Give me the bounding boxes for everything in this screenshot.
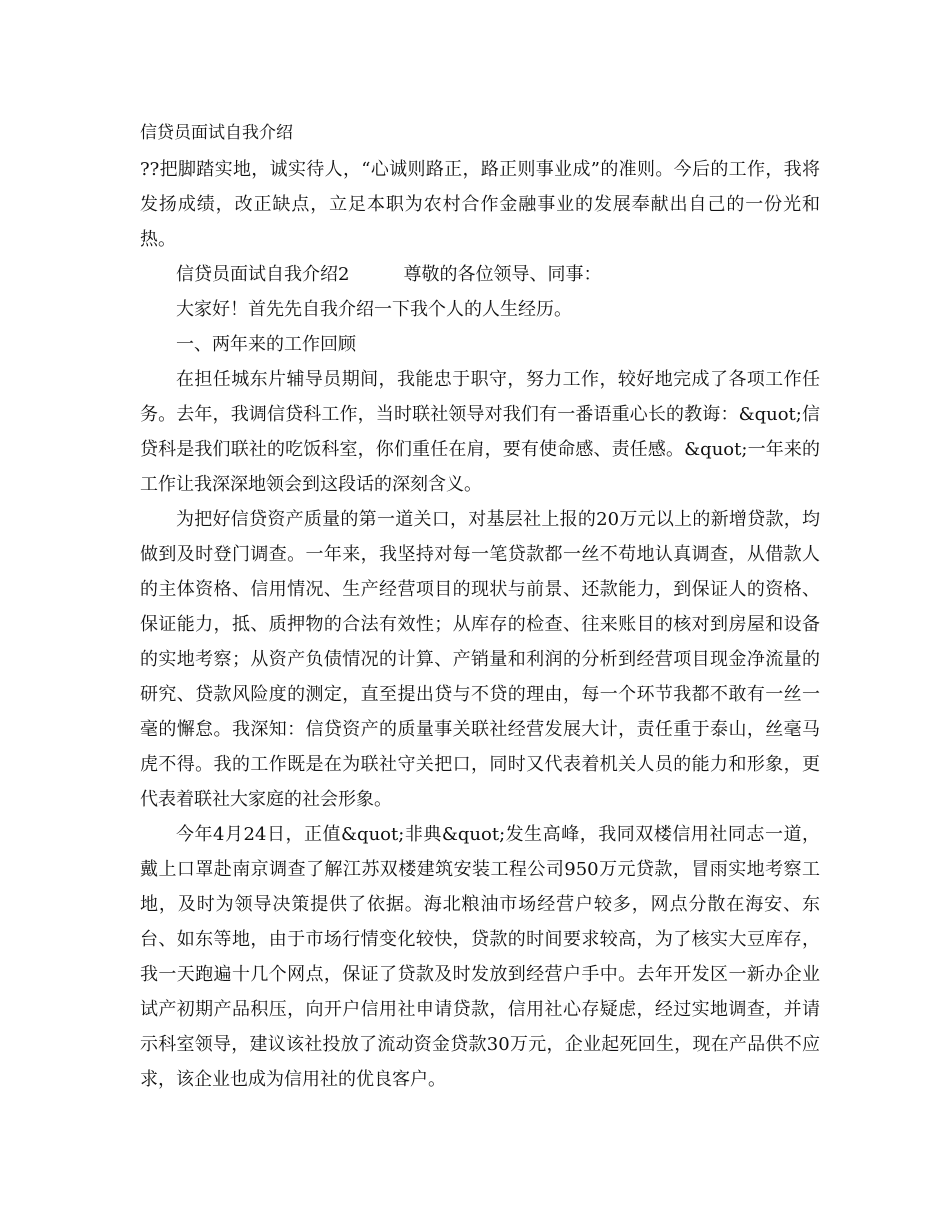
greeting: 尊敬的各位领导、同事：: [403, 264, 602, 285]
document-body: [140, 152, 820, 1097]
section-heading-line: [140, 257, 820, 292]
paragraph-work-review: 在担任城东片辅导员期间，我能忠于职守，努力工作，较好地完成了各项工作任务。去年，我调信贷科工作，当时联社领导对我们有一番语重心长的教诲：&quot;信贷科是我们联社的吃饭科室，你们重任在肩，要有使命感、责任感。&quot;一年来的工作让我深深地领会到这段话的深刻含义。: [140, 369, 820, 495]
document-title: 信贷员面试自我介绍: [140, 123, 293, 143]
paragraph-closing: ??把脚踏实地，诚实待人，“心诚则路正，路正则事业成”的准则。今后的工作，我将发扬成绩，改正缺点，立足本职为农村合作金融事业的发展奉献出自己的一份光和热。: [140, 159, 820, 250]
paragraph-subheading: 一、两年来的工作回顾: [176, 334, 356, 355]
paragraph-intro: 大家好！首先先自我介绍一下我个人的人生经历。: [176, 299, 572, 320]
paragraph-credit-quality: 为把好信贷资产质量的第一道关口，对基层社上报的20万元以上的新增贷款，均做到及时登门调查。一年来，我坚持对每一笔贷款都一丝不苟地认真调查，从借款人的主体资格、信用情况、生产经营项目的现状与前景、还款能力，到保证人的资格、保证能力，抵、质押物的合法有效性；从库存的检查、往来账目的核对到房屋和设备的实地考察；从资产负债情况的计算、产销量和利润的分析到经营项目现金净流量的研究、贷款风险度的测定，直至提出贷与不贷的理由，每一个环节我都不敢有一丝一毫的懈怠。我深知：信贷资产的质量事关联社经营发展大计，责任重于泰山，丝毫马虎不得。我的工作既是在为联社守关把口，同时又代表着机关人员的能力和形象，更代表着联社大家庭的社会形象。: [140, 509, 820, 810]
paragraph-field-survey: 今年4月24日，正值&quot;非典&quot;发生高峰，我同双楼信用社同志一道，戴上口罩赴南京调查了解江苏双楼建筑安装工程公司950万元贷款，冒雨实地考察工地，及时为领导决策提供了依据。海北粮油市场经营户较多，网点分散在海安、东台、如东等地，由于市场行情变化较快，贷款的时间要求较高，为了核实大豆库存，我一天跑遍十几个网点，保证了贷款及时发放到经营户手中。去年开发区一新办企业试产初期产品积压，向开户信用社申请贷款，信用社心存疑虑，经过实地调查，并请示科室领导，建议该社投放了流动资金贷款30万元，企业起死回生，现在产品供不应求，该企业也成为信用社的优良客户。: [140, 824, 820, 1090]
section-title: 信贷员面试自我介绍2: [176, 264, 350, 285]
